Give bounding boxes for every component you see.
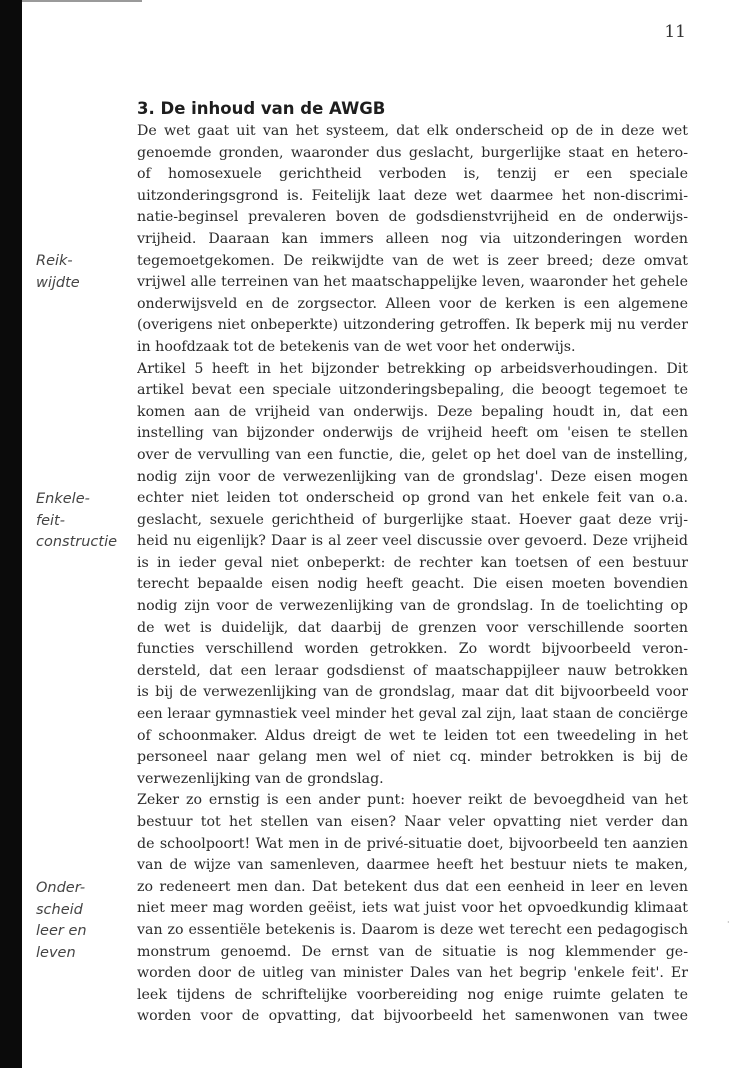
margin-note-line: Reik- (36, 253, 73, 269)
body-line: zo redeneert men dan. Dat betekent dus dat een eenheid in leer en leven (137, 878, 688, 895)
margin-note-line: Onder- (36, 880, 86, 896)
body-line: een leraar gymnastiek veel minder het geval zal zijn, laat staan de conciërge (137, 706, 688, 723)
body-line: worden door de uitleg van minister Dales van het begrip 'enkele feit'. Er (137, 965, 688, 982)
body-line: vrijheid. Daaraan kan immers alleen nog via uitzonderingen worden (137, 230, 688, 247)
body-line: of schoonmaker. Aldus dreigt de wet te leiden tot een tweedeling in het (137, 727, 688, 744)
margin-note-enkele-feit (36, 489, 132, 554)
body-line: Artikel 5 heeft in het bijzonder betrekking op arbeidsverhoudingen. Dit (137, 360, 688, 377)
margin-note-line: leer en (36, 923, 87, 939)
body-line: genoemde gronden, waaronder dus geslacht, burgerlijke staat en hetero- (137, 144, 688, 161)
body-line: geslacht, sexuele gerichtheid of burgerlijke staat. Hoever gaat deze vrij- (137, 511, 688, 528)
body-line: monstrum genoemd. De ernst van de situatie is nog klemmender ge- (137, 943, 688, 960)
body-text (137, 121, 688, 1028)
margin-note-line: leven (36, 944, 76, 961)
body-line: over de vervulling van een functie, die, gelet op het doel van de instelling, (137, 446, 688, 463)
body-line: personeel naar gelang men wel of niet cq. minder betrokken is bij de (137, 749, 688, 766)
body-line: is bij de verwezenlijking van de grondslag, maar dat dit bijvoorbeeld voor (137, 684, 688, 701)
scan-speck: · (727, 918, 730, 927)
body-line: van de wijze van samenleven, daarmee heeft het bestuur niets te maken, (137, 857, 688, 874)
body-line: terecht bepaalde eisen nodig heeft geacht. Die eisen moeten bovendien (137, 576, 688, 593)
body-line: functies verschillend worden getrokken. Zo wordt bijvoorbeeld veron- (137, 641, 688, 658)
body-line: of homosexuele gerichtheid verboden is, tenzij er een speciale (137, 166, 688, 183)
body-line: niet meer mag worden geëist, iets wat juist voor het opvoedkundig klimaat (137, 900, 688, 917)
margin-note-line: scheid (36, 901, 83, 918)
margin-note-line: wijdte (36, 274, 80, 291)
scan-edge-shadow (0, 0, 22, 1068)
body-line: nodig zijn voor de verwezenlijking van de grondslag. In de toelichting op (137, 598, 688, 615)
body-line: De wet gaat uit van het systeem, dat elk onderscheid op de in deze wet (137, 123, 688, 139)
body-line: in hoofdzaak tot de betekenis van de wet voor het onderwijs. (137, 338, 576, 355)
body-line: nodig zijn voor de verwezenlijking van de grondslag'. Deze eisen mogen (137, 468, 688, 485)
body-line: de schoolpoort! Wat men in de privé-situatie doet, bijvoorbeeld ten aanzien (137, 835, 688, 852)
body-line: de wet is duidelijk, dat daarbij de grenzen voor verschillende soorten (137, 619, 688, 636)
body-line: komen aan de vrijheid van onderwijs. Deze bepaling houdt in, dat een (137, 403, 688, 420)
body-line: van zo essentiële betekenis is. Daarom is deze wet terecht een pedagogisch (137, 921, 688, 938)
body-line: bestuur tot het stellen van eisen? Naar veler opvatting niet verder dan (137, 814, 688, 830)
body-line: leek tijdens de schriftelijke voorbereiding nog enige ruimte gelaten te (137, 986, 688, 1003)
body-line: instelling van bijzonder onderwijs de vrijheid heeft om 'eisen te stellen (137, 425, 688, 442)
body-line: verwezenlijking van de grondslag. (137, 770, 384, 787)
margin-note-onderscheid (36, 878, 132, 964)
margin-note-line: feit- (36, 512, 65, 529)
margin-note-line: constructie (36, 534, 118, 550)
body-line: heid nu eigenlijk? Daar is al zeer veel discussie over gevoerd. Deze vrijheid (137, 533, 688, 550)
body-line: uitzonderingsgrond is. Feitelijk laat deze wet daarmee het non-discrimi- (137, 187, 688, 204)
section-heading: 3. De inhoud van de AWGB (137, 99, 386, 118)
body-line: is in ieder geval niet onbeperkt: de rechter kan toetsen of een bestuur (137, 554, 688, 571)
body-line: Zeker zo ernstig is een ander punt: hoever reikt de bevoegdheid van het (137, 792, 688, 809)
body-line: echter niet leiden tot onderscheid op grond van het enkele feit van o.a. (137, 490, 688, 507)
body-line: tegemoetgekomen. De reikwijdte van de wet is zeer breed; deze omvat (137, 252, 688, 269)
body-line: onderwijsveld en de zorgsector. Alleen voor de kerken is een algemene (137, 295, 688, 312)
margin-note-line: Enkele- (36, 491, 90, 507)
body-line: (overigens niet onbeperkte) uitzondering getroffen. Ik beperk mij nu verder (137, 317, 688, 334)
body-line: dersteld, dat een leraar godsdienst of maatschappijleer nauw betrokken (137, 662, 688, 679)
top-rule (22, 0, 142, 2)
body-line: vrijwel alle terreinen van het maatschappelijke leven, waaronder het gehele (137, 274, 688, 291)
body-line: worden voor de opvatting, dat bijvoorbeeld het samenwonen van twee (137, 1008, 688, 1025)
body-line: natie-beginsel prevaleren boven de godsdienstvrijheid en de onderwijs- (137, 209, 688, 226)
body-line: artikel bevat een speciale uitzonderingsbepaling, die beoogt tegemoet te (137, 382, 688, 399)
margin-note-reikwijdte (36, 251, 132, 294)
page-number: 11 (664, 22, 686, 42)
